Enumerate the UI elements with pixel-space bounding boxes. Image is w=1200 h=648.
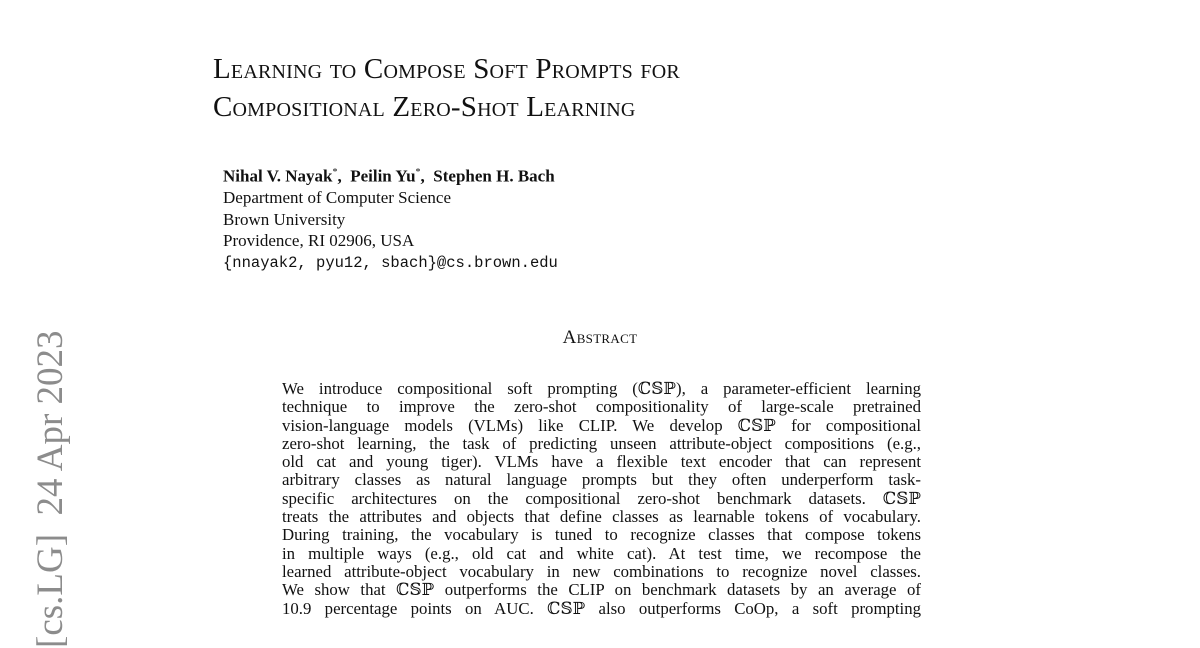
arxiv-identifier-stamp: [cs.LG] 24 Apr 2023 — [30, 330, 71, 648]
abstract-line: treats the attributes and objects that define classes as learnable tokens of vocabulary. — [282, 508, 921, 527]
abstract-line: vision-language models (VLMs) like CLIP. We develop ℂ𝕊ℙ for compositional — [282, 416, 921, 435]
abstract-line: old cat and young tiger). VLMs have a flexible text encoder that can represent — [282, 453, 921, 472]
author-university: Brown University — [223, 209, 346, 229]
abstract-line: During training, the vocabulary is tuned to recognize classes that compose tokens — [282, 526, 921, 545]
abstract-line: learned attribute-object vocabulary in new combinations to recognize novel classes. — [282, 562, 921, 581]
abstract-line: technique to improve the zero-shot compositionality of large-scale pretrained — [282, 398, 921, 417]
abstract-heading: Abstract — [562, 327, 638, 348]
abstract-line: in multiple ways (e.g., old cat and white cat). At test time, we recompose the — [282, 544, 921, 563]
abstract-body — [282, 380, 921, 618]
author-block — [223, 162, 558, 274]
title-line-1: Learning to Compose Soft Prompts for — [213, 53, 680, 85]
abstract-line: 10.9 percentage points on AUC. ℂ𝕊ℙ also outperforms CoOp, a soft prompting — [282, 599, 921, 618]
abstract-line: We introduce compositional soft prompting (ℂ𝕊ℙ), a parameter-efficient learning — [282, 380, 921, 398]
author-department: Department of Computer Science — [223, 188, 452, 208]
abstract-line: We show that ℂ𝕊ℙ outperforms the CLIP on benchmark datasets by an average of — [282, 581, 921, 600]
abstract-line: specific architectures on the compositional zero-shot benchmark datasets. ℂ𝕊ℙ — [282, 489, 921, 508]
paper-title — [213, 50, 680, 126]
author-address: Providence, RI 02906, USA — [223, 231, 415, 251]
author-name: Nihal V. Nayak — [223, 166, 333, 186]
abstract-line: arbitrary classes as natural language prompts but they often underperform task- — [282, 471, 921, 490]
equal-contribution-mark: * — [415, 167, 421, 178]
author-names: Nihal V. Nayak*, Peilin Yu*, Stephen H. Bach — [223, 166, 555, 186]
author-emails: {nnayak2, pyu12, sbach}@cs.brown.edu — [223, 253, 558, 272]
equal-contribution-mark: * — [332, 167, 338, 178]
author-name: Stephen H. Bach — [433, 166, 555, 186]
author-name: Peilin Yu — [350, 166, 416, 186]
abstract-line: zero-shot learning, the task of predicting unseen attribute-object compositions (e.g., — [282, 434, 921, 453]
title-line-2: Compositional Zero-Shot Learning — [213, 91, 636, 123]
